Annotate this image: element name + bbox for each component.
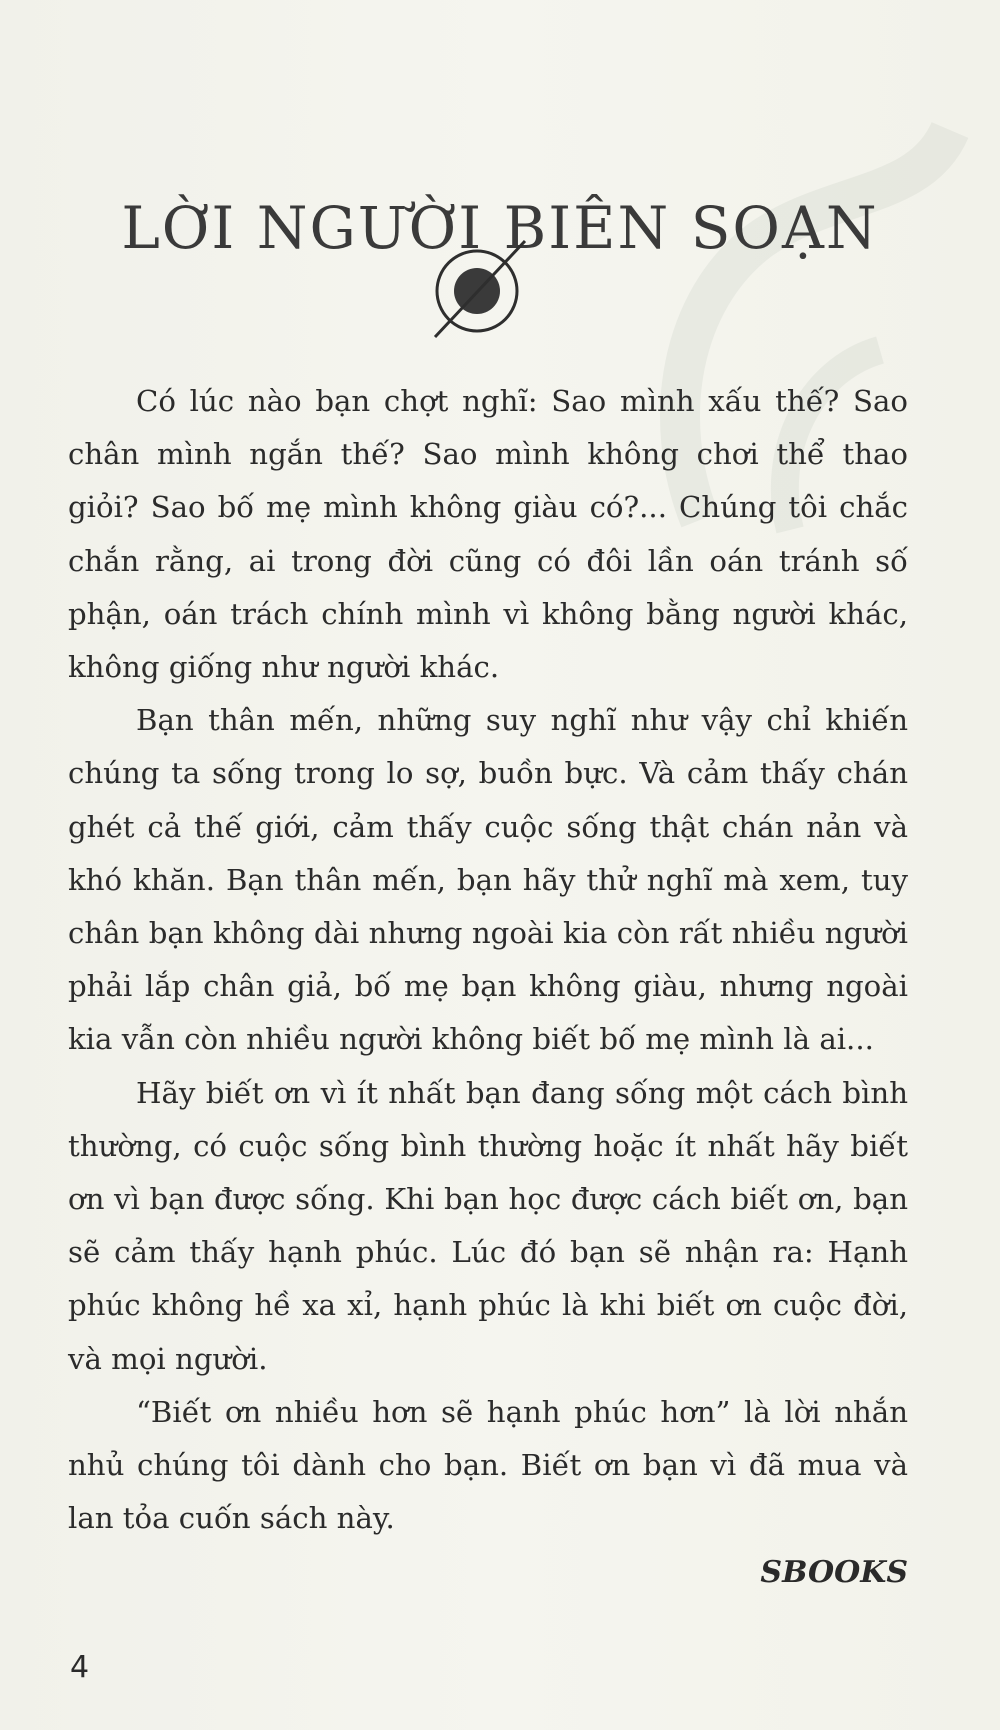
page-number: 4 <box>70 1650 90 1685</box>
author-signature: SBOOKS <box>760 1555 908 1590</box>
paragraph: “Biết ơn nhiều hơn sẽ hạnh phúc hơn” là lời nhắn nhủ chúng tôi dành cho bạn. Biết ơn bạn vì đã mua và lan tỏa cuốn sách này. <box>68 1394 908 1536</box>
circle-slash-ornament-icon <box>425 235 535 345</box>
paragraph: Hãy biết ơn vì ít nhất bạn đang sống một cách bình thường, có cuộc sống bình thường hoặc ít nhất hãy biết ơn vì bạn được sống. Khi bạn học được cách biết ơn, bạn sẽ cảm thấy hạnh phúc. Lúc đó bạn sẽ nhận ra: Hạnh phúc không hề xa xỉ, hạnh phúc là khi biết ơn cuộc đời, và mọi người. <box>68 1075 908 1376</box>
page-title: LỜI NGƯỜI BIÊN SOẠN <box>121 193 879 262</box>
foreword-body <box>68 375 908 1545</box>
paragraph: Bạn thân mến, những suy nghĩ như vậy chỉ khiến chúng ta sống trong lo sợ, buồn bực. Và cảm thấy chán ghét cả thế giới, cảm thấy cuộc sống thật chán nản và khó khăn. Bạn thân mến, bạn hãy thử nghĩ mà xem, tuy chân bạn không dài nhưng ngoài kia còn rất nhiều người phải lắp chân giả, bố mẹ bạn không giàu, nhưng ngoài kia vẫn còn nhiều người không biết bố mẹ mình là ai... <box>68 703 908 1057</box>
paragraph: Có lúc nào bạn chợt nghĩ: Sao mình xấu thế? Sao chân mình ngắn thế? Sao mình không chơi thể thao giỏi? Sao bố mẹ mình không giàu có?... Chúng tôi chắc chắn rằng, ai trong đời cũng có đôi lần oán tránh số phận, oán trách chính mình vì không bằng người khác, không giống như người khác. <box>68 384 908 685</box>
